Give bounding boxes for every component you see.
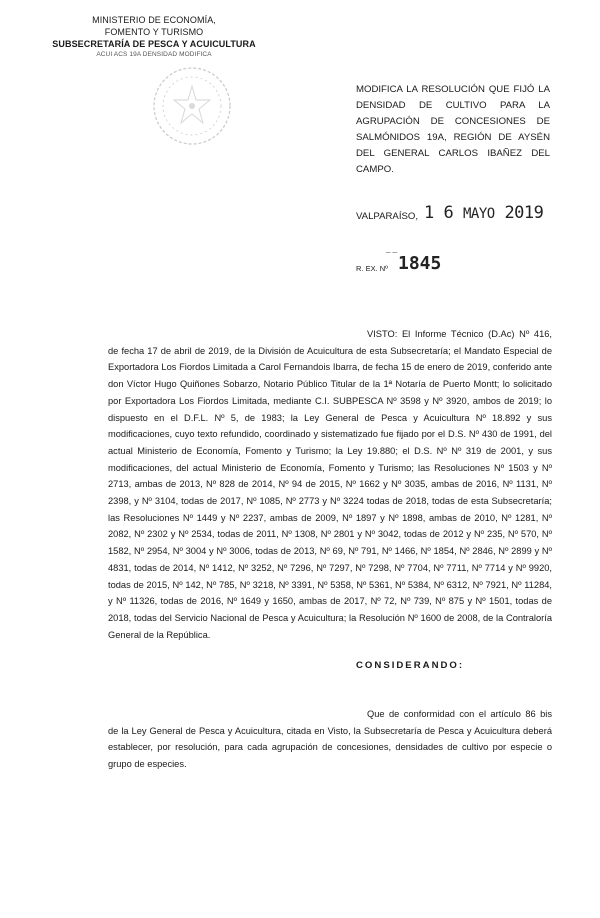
- resolution-subject: MODIFICA LA RESOLUCIÓN QUE FIJÓ LA DENSIDAD DE CULTIVO PARA LA AGRUPACIÓN DE CONCESIONES DE SALMÓNIDOS 19A, REGIÓN DE AYSÉN DEL GENERAL CARLOS IBAÑEZ DEL CAMPO.: [356, 84, 550, 175]
- resolution-number-block: [356, 244, 556, 276]
- place-name: VALPARAÍSO,: [356, 211, 419, 222]
- resolution-date-stamp: [424, 203, 543, 223]
- ministry-name-line2: FOMENTO Y TURISMO: [104, 27, 204, 37]
- date-year: 2019: [504, 203, 544, 223]
- considerando-heading: CONSIDERANDO:: [356, 660, 465, 671]
- considerando-paragraph-1: Que de conformidad con el artículo 86 bis de la Ley General de Pesca y Acuicultura, citada en Visto, la Subsecretaría de Pesca y Acuicultura deberá establecer, por resolución, para cada agrupación de concesiones, densidades de cultivo por especie o grupo de especies.: [108, 709, 552, 770]
- date-month: MAYO: [462, 206, 495, 222]
- place-date: [356, 203, 556, 227]
- resolution-number-label: R. EX. Nº: [356, 264, 388, 273]
- visto-paragraph: VISTO: El Informe Técnico (D.Ac) Nº 416, de fecha 17 de abril de 2019, de la División de Acuicultura de esta Subsecretaría; el Mandato Especial de Exportadora Los Fiordos Limitada a Carol Fernandois Ibarra, de fecha 15 de enero de 2019, conferido ante don Víctor Hugo Quiñones Sobarzo, Notario Público Titular de la 1ª Notaría de Puerto Montt; lo solicitado por Exportadora Los Fiordos Limitada, mediante C.I. SUBPESCA Nº 3598 y Nº 3920, ambos de 2019; lo dispuesto en el D.F.L. Nº 5, de 1983; la Ley General de Pesca y Acuicultura Nº 18.892 y sus modificaciones, cuyo texto refundido, coordinado y sistematizado fue fijado por el D.S. Nº 430 de 1991, del actual Ministerio de Economía, Fomento y Turismo; la Ley 19.880; el D.S. Nº Nº 319 de 2001, y sus modificaciones, del actual Ministerio de Economía, Fomento y Turismo; las Resoluciones Nº 1503 y Nº 2713, ambas de 2013, Nº 828 de 2014, Nº 94 de 2015, Nº 1662 y Nº 3035, ambas de 2016, Nº 1131, Nº 2398, y Nº 3104, todas de 2017, Nº 1085, Nº 2773 y Nº 3224 todas de 2018, todas de esta Subsecretaría; las Resoluciones Nº 1449 y Nº 2237, ambas de 2009, Nº 1897 y Nº 1898, ambas de 2010, Nº 1281, Nº 2082, Nº 2302 y Nº 2534, todas de 2011, Nº 1308, Nº 2801 y Nº 3042, todas de 2012 y Nº 235, Nº 570, Nº 1582, Nº 2954, Nº 3004 y Nº 3006, todas de 2013, Nº 69, Nº 791, Nº 1466, Nº 1854, Nº 2846, Nº 2899 y Nº 4831, todas de 2014, Nº 1412, Nº 3252, Nº 7296, Nº 7297, Nº 7298, Nº 7704, Nº 7711, Nº 7714 y Nº 9920, todas de 2015, Nº 142, Nº 785, Nº 3218, Nº 3391, Nº 5358, Nº 5361, Nº 5384, Nº 6312, Nº 7921, Nº 11284, y Nº 11326, todas de 2016, Nº 1649 y 1650, ambas de 2017, Nº 72, Nº 739, Nº 875 y Nº 1501, todas de 2018, todas del Servicio Nacional de Pesca y Acuicultura; la Resolución Nº 1600 de 2008, de la Contraloría General de la República.: [108, 329, 552, 640]
- ministry-header: [44, 14, 264, 59]
- resolution-number-dashes: _ _: [386, 244, 398, 253]
- official-seal-stamp: [150, 64, 234, 148]
- document-reference: ACUI ACS 19A DENSIDAD MODIFICA: [96, 51, 212, 58]
- resolution-number: 1845: [398, 253, 442, 274]
- ministry-name-line1: MINISTERIO DE ECONOMÍA,: [92, 15, 216, 25]
- date-day: 1 6: [424, 203, 454, 223]
- subsecretaria-name: SUBSECRETARÍA DE PESCA Y ACUICULTURA: [52, 39, 256, 49]
